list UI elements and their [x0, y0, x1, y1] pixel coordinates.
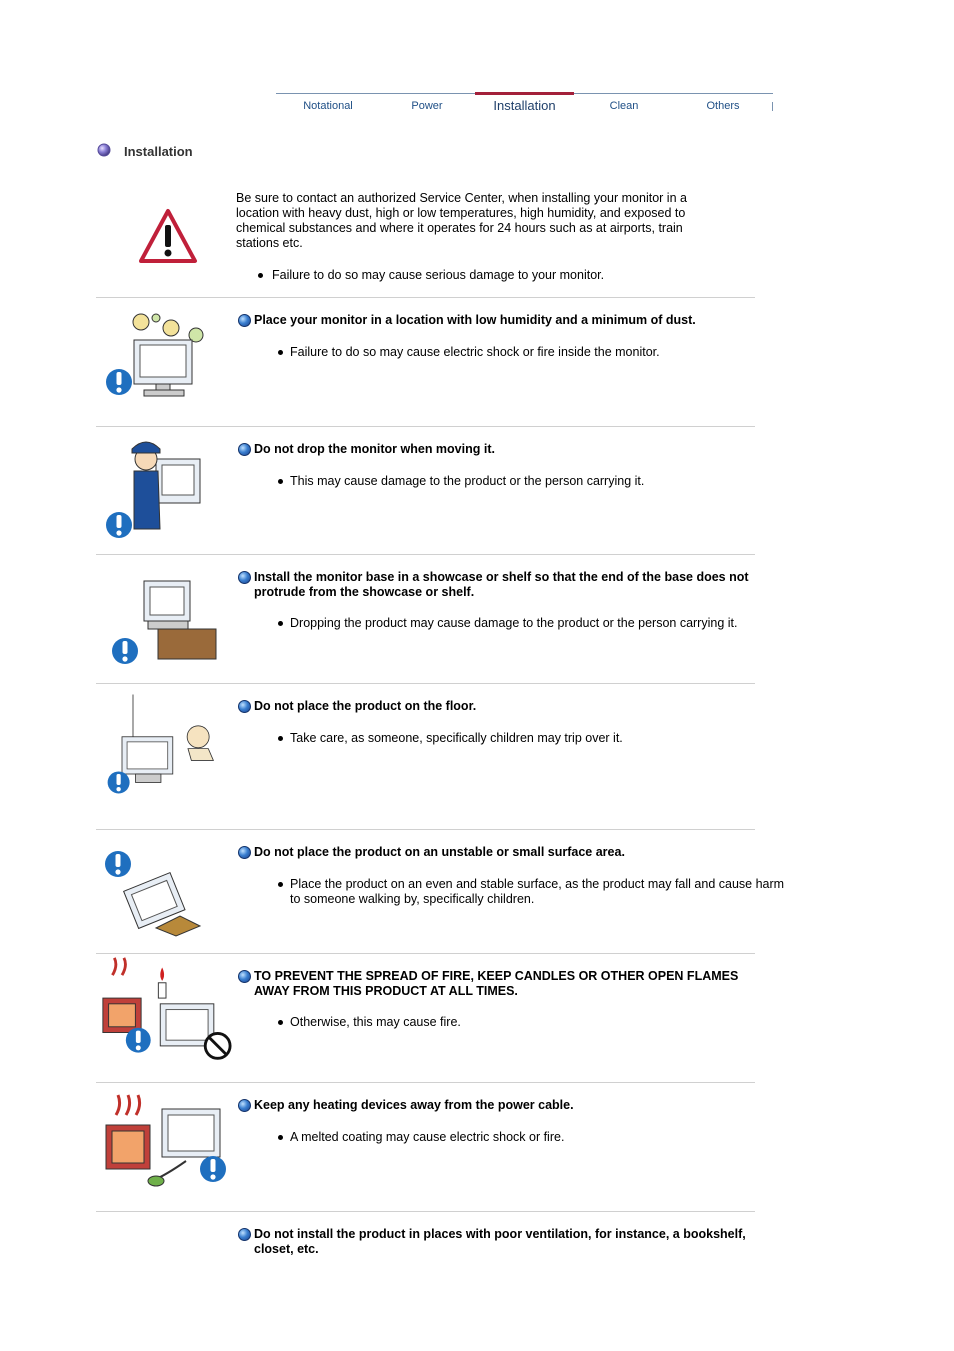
- bullet-dot: [258, 273, 263, 278]
- item-heading: [238, 1098, 774, 1113]
- divider: [96, 426, 755, 427]
- bullet-dot: [278, 621, 283, 626]
- divider: [96, 554, 755, 555]
- item-heading: [238, 1227, 774, 1257]
- bullet-dot: [278, 736, 283, 741]
- item-bullet-text: Take care, as someone, specifically children may trip over it.: [290, 731, 623, 745]
- monitor-falling-illustration: [96, 832, 236, 942]
- item-heading-text: Do not drop the monitor when moving it.: [254, 442, 495, 456]
- page-title: Installation: [124, 144, 193, 159]
- bullet-orb-icon: [238, 970, 251, 983]
- item-bullet: [258, 616, 790, 631]
- bullet-orb-icon: [238, 1099, 251, 1112]
- item-bullet-text: Otherwise, this may cause fire.: [290, 1015, 461, 1029]
- tab-power[interactable]: Power: [411, 100, 443, 112]
- bullet-orb-icon: [238, 443, 251, 456]
- item-heading-text: Do not place the product on an unstable or small surface area.: [254, 845, 625, 859]
- tab-end-divider: [772, 102, 773, 111]
- monitor-on-floor-illustration: [96, 686, 236, 796]
- item-heading-text: Install the monitor base in a showcase or shelf so that the end of the base does not protrude from the showcase or shelf.: [254, 570, 749, 599]
- item-bullet: [258, 731, 790, 746]
- item-heading-text: Do not install the product in places with poor ventilation, for instance, a bookshelf, closet, etc.: [254, 1227, 746, 1256]
- item-bullet-text: A melted coating may cause electric shock or fire.: [290, 1130, 565, 1144]
- nav-tabs: [276, 93, 773, 116]
- item-heading: [238, 845, 774, 860]
- monitor-dust-illustration: [96, 300, 236, 410]
- item-heading: [238, 699, 774, 714]
- bullet-orb-icon: [238, 571, 251, 584]
- intro-bullet-text: Failure to do so may cause serious damage to your monitor.: [272, 268, 605, 282]
- item-heading: [238, 570, 774, 600]
- tab-notational[interactable]: Notational: [303, 100, 353, 112]
- item-heading-text: Do not place the product on the floor.: [254, 699, 477, 713]
- bullet-orb-icon: [238, 314, 251, 327]
- divider: [96, 1082, 755, 1083]
- item-bullet-text: Dropping the product may cause damage to the product or the person carrying it.: [290, 616, 738, 630]
- bullet-dot: [278, 882, 283, 887]
- item-heading-text: Place your monitor in a location with low humidity and a minimum of dust.: [254, 313, 696, 327]
- item-bullet: [258, 1130, 790, 1145]
- item-bullet-text: Place the product on an even and stable surface, as the product may fall and cause harm to someone walking by, specifically children.: [290, 877, 785, 906]
- bullet-orb-icon: [97, 143, 113, 159]
- divider: [96, 683, 755, 684]
- item-bullet: [258, 345, 790, 360]
- bullet-orb-icon: [238, 700, 251, 713]
- item-heading: [238, 442, 774, 457]
- bullet-dot: [278, 1135, 283, 1140]
- divider: [96, 297, 755, 298]
- item-bullet: [258, 877, 790, 907]
- item-bullet-text: Failure to do so may cause electric shock or fire inside the monitor.: [290, 345, 660, 359]
- item-bullet: [258, 1015, 790, 1030]
- candle-heater-illustration: [96, 956, 236, 1066]
- item-bullet: [258, 474, 790, 489]
- divider: [96, 829, 755, 830]
- warning-triangle-icon: [138, 208, 198, 264]
- bullet-dot: [278, 1020, 283, 1025]
- intro-text: Be sure to contact an authorized Service Center, when installing your monitor in a location with heavy dust, high or low temperatures, high humidity, and exposed to chemical substances and where it operates for 24 hours such as at airports, train stations etc.: [236, 191, 687, 250]
- person-carrying-monitor-illustration: [96, 429, 236, 539]
- tab-installation[interactable]: Installation: [475, 92, 574, 116]
- item-heading-text: TO PREVENT THE SPREAD OF FIRE, KEEP CANDLES OR OTHER OPEN FLAMES AWAY FROM THIS PRODUCT AT ALL TIMES.: [254, 969, 739, 998]
- bullet-orb-icon: [238, 1228, 251, 1241]
- item-bullet-text: This may cause damage to the product or the person carrying it.: [290, 474, 645, 488]
- divider: [96, 1211, 755, 1212]
- divider: [96, 953, 755, 954]
- item-heading-text: Keep any heating devices away from the power cable.: [254, 1098, 574, 1112]
- monitor-on-shelf-illustration: [96, 557, 236, 667]
- tab-others[interactable]: Others: [706, 100, 740, 112]
- bullet-dot: [278, 350, 283, 355]
- bullet-dot: [278, 479, 283, 484]
- tab-clean[interactable]: Clean: [609, 100, 639, 112]
- bullet-orb-icon: [238, 846, 251, 859]
- item-heading: [238, 969, 774, 999]
- item-heading: [238, 313, 774, 328]
- heater-cable-illustration: [96, 1085, 236, 1195]
